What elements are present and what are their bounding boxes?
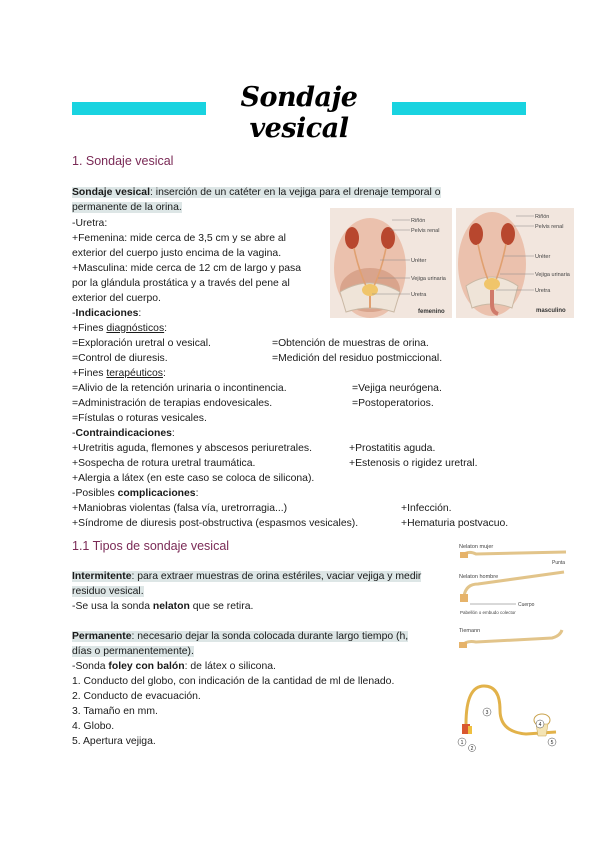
femenina-line-2: exterior del cuerpo justo encima de la vagina. bbox=[72, 248, 282, 259]
label-tiemann: Tiemann bbox=[459, 628, 481, 634]
catheter-types-figure bbox=[456, 540, 576, 660]
label-masculino: masculino bbox=[536, 308, 566, 314]
contra-item-4: +Estenosis o rigidez uretral. bbox=[349, 458, 478, 469]
section-heading-1: 1. Sondaje vesical bbox=[72, 154, 174, 168]
ter-item-4: =Postoperatorios. bbox=[352, 398, 434, 409]
label-vejiga-m: Vejiga urinaria bbox=[535, 272, 570, 278]
definition-line bbox=[72, 185, 441, 200]
indicaciones-heading: -Indicaciones: bbox=[72, 308, 142, 319]
intermitente-line-3: -Se usa la sonda nelaton que se retira. bbox=[72, 601, 254, 612]
label-cuerpo: Cuerpo bbox=[518, 602, 535, 608]
diag-item-1: =Exploración uretral o vesical. bbox=[72, 338, 211, 349]
intermitente-line-2: residuo vesical. bbox=[72, 586, 144, 597]
label-pelvis-f: Pelvis renal bbox=[411, 228, 440, 234]
foley-line: -Sonda foley con balón: de látex o silicona. bbox=[72, 661, 276, 672]
contra-item-5: +Alergia a látex (en este caso se coloca de silicona). bbox=[72, 473, 315, 484]
ter-item-1: =Alivio de la retención urinaria o incontinencia. bbox=[72, 383, 287, 394]
urinary-anatomy-figure bbox=[330, 208, 574, 318]
label-uretra-f: Uretra bbox=[411, 292, 427, 298]
foley-number-2: 2 bbox=[470, 746, 474, 752]
foley-number-1: 1 bbox=[460, 740, 464, 746]
part-4: 4. Globo. bbox=[72, 721, 115, 732]
diag-item-2: =Obtención de muestras de orina. bbox=[272, 338, 429, 349]
part-2: 2. Conducto de evacuación. bbox=[72, 691, 201, 702]
foley-catheter-figure bbox=[456, 680, 576, 752]
ter-item-5: =Fístulas o roturas vesicales. bbox=[72, 413, 207, 424]
masculina-line-1: +Masculina: mide cerca de 12 cm de largo y pasa bbox=[72, 263, 301, 274]
diag-item-4: =Medición del residuo postmiccional. bbox=[272, 353, 443, 364]
femenina-line-1: +Femenina: mide cerca de 3,5 cm y se abre al bbox=[72, 233, 286, 244]
label-pabellon: Pabellón o embudo colector bbox=[460, 610, 516, 615]
foley-number-3: 3 bbox=[485, 710, 489, 716]
part-3: 3. Tamaño en mm. bbox=[72, 706, 158, 717]
masculina-line-2: por la glándula prostática y a través del pene al bbox=[72, 278, 290, 289]
label-nelaton-mujer: Nelaton mujer bbox=[459, 544, 494, 550]
label-vejiga-f: Vejiga urinaria bbox=[411, 276, 446, 282]
definition-term: Sondaje vesical bbox=[72, 187, 150, 198]
uretra-label: -Uretra: bbox=[72, 218, 108, 229]
part-1: 1. Conducto del globo, con indicación de la cantidad de ml de llenado. bbox=[72, 676, 395, 687]
masculina-line-3: exterior del cuerpo. bbox=[72, 293, 161, 304]
fines-diagnosticos: +Fines diagnósticos: bbox=[72, 323, 168, 334]
label-rinon-m: Riñón bbox=[535, 214, 550, 220]
label-pelvis-m: Pelvis renal bbox=[535, 224, 564, 230]
label-ureter-f: Uréter bbox=[411, 258, 427, 264]
ter-item-2: =Vejiga neurógena. bbox=[352, 383, 442, 394]
contra-item-2: +Prostatitis aguda. bbox=[349, 443, 436, 454]
label-rinon-f: Riñón bbox=[411, 218, 426, 224]
permanente-line-1: Permanente: necesario dejar la sonda colocada durante largo tiempo (h, bbox=[72, 631, 409, 642]
diag-item-3: =Control de diuresis. bbox=[72, 353, 168, 364]
comp-item-4: +Hematuria postvacuo. bbox=[401, 518, 509, 529]
page-title: Sondaje vesical bbox=[240, 82, 358, 144]
label-punta: Punta bbox=[552, 560, 566, 566]
contra-item-3: +Sospecha de rotura uretral traumática. bbox=[72, 458, 256, 469]
definition-text: : inserción de un catéter en la vejiga para el drenaje temporal o bbox=[149, 187, 441, 198]
label-nelaton-hombre: Nelaton hombre bbox=[459, 574, 499, 580]
contraindicaciones-heading: -Contraindicaciones: bbox=[72, 428, 175, 439]
permanente-line-2: días o permanentemente). bbox=[72, 646, 194, 657]
intermitente-line-1: Intermitente: para extraer muestras de orina estériles, vaciar vejiga y medir bbox=[72, 571, 422, 582]
label-ureter-m: Uréter bbox=[535, 254, 551, 260]
title-banner bbox=[0, 82, 600, 144]
title-bar-left bbox=[72, 102, 206, 115]
label-uretra-m: Uretra bbox=[535, 288, 551, 294]
section-heading-1-1: 1.1 Tipos de sondaje vesical bbox=[72, 539, 230, 553]
ter-item-3: =Administración de terapias endovesicales. bbox=[72, 398, 273, 409]
title-bar-right bbox=[392, 102, 526, 115]
comp-item-1: +Maniobras violentas (falsa vía, uretrorragia...) bbox=[72, 503, 288, 514]
foley-number-5: 5 bbox=[550, 740, 554, 746]
label-femenino: femenino bbox=[418, 309, 445, 315]
contra-item-1: +Uretritis aguda, flemones y abscesos periuretrales. bbox=[72, 443, 312, 454]
part-5: 5. Apertura vejiga. bbox=[72, 736, 156, 747]
foley-number-4: 4 bbox=[538, 722, 542, 728]
definition-text-2: permanente de la orina. bbox=[72, 202, 182, 213]
complicaciones-heading: -Posibles complicaciones: bbox=[72, 488, 199, 499]
comp-item-3: +Síndrome de diuresis post-obstructiva (espasmos vesicales). bbox=[72, 518, 359, 529]
fines-terapeuticos: +Fines terapéuticos: bbox=[72, 368, 166, 379]
definition-line-2 bbox=[72, 200, 182, 215]
comp-item-2: +Infección. bbox=[401, 503, 452, 514]
